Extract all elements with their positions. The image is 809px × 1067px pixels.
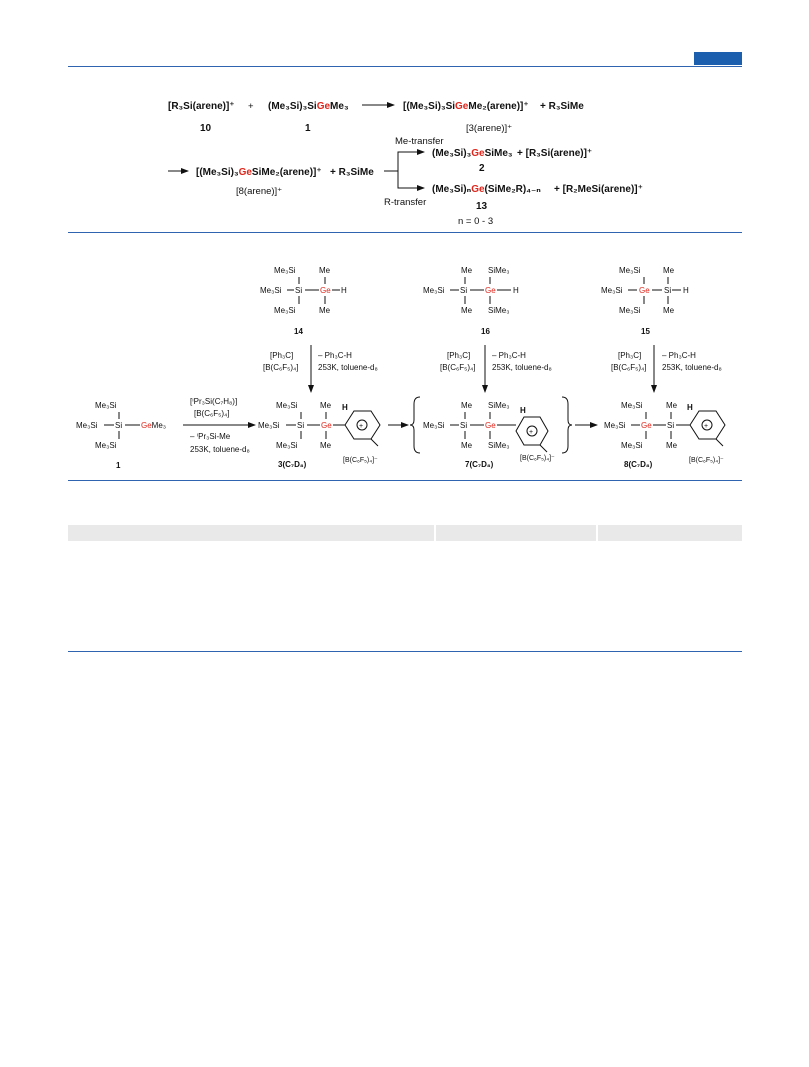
product-13-byproduct: + [R₂MeSi(arene)]⁺	[554, 184, 643, 195]
svg-text:Si: Si	[460, 286, 468, 295]
svg-text:H: H	[683, 286, 689, 295]
svg-text:– ⁱPr₃Si-Me: – ⁱPr₃Si-Me	[190, 432, 231, 441]
svg-text:Si: Si	[295, 286, 303, 295]
svg-text:253K, toluene-d₈: 253K, toluene-d₈	[492, 363, 552, 372]
svg-text:Me₃Si: Me₃Si	[604, 421, 626, 430]
arrow-1-to-3	[183, 397, 255, 454]
r-transfer-label: R-transfer	[384, 197, 427, 208]
svg-text:Me: Me	[320, 401, 332, 410]
svg-text:Si: Si	[460, 421, 468, 430]
svg-text:Me₃Si: Me₃Si	[621, 401, 643, 410]
svg-text:Me: Me	[461, 266, 473, 275]
svg-text:[Ph₃C]: [Ph₃C]	[618, 351, 642, 360]
me-transfer-label: Me-transfer	[395, 136, 444, 147]
intermediate-8-arene: [(Me₃Si)₃GeSiMe₂(arene)]⁺	[196, 167, 322, 178]
svg-text:GeMe₃: GeMe₃	[141, 421, 167, 430]
plus-sign: +	[248, 101, 254, 112]
svg-text:Ge: Ge	[639, 286, 650, 295]
label-1: 1	[305, 123, 311, 134]
svg-text:[Ph₃C]: [Ph₃C]	[270, 351, 294, 360]
svg-text:253K, toluene-d₈: 253K, toluene-d₈	[318, 363, 378, 372]
branch-arrow-me	[384, 152, 424, 171]
svg-text:Me₃Si: Me₃Si	[423, 286, 445, 295]
branch-arrow-r	[398, 171, 424, 188]
svg-text:Me₃Si: Me₃Si	[274, 306, 296, 315]
product-2-byproduct: + [R₃Si(arene)]⁺	[517, 148, 593, 159]
label-1-bottom: 1	[116, 461, 121, 470]
product-13: (Me₃Si)ₙGe(SiMe₂R)₄₋ₙ	[432, 184, 541, 195]
intermediate-7-structure	[410, 397, 572, 469]
label-3-arene: [3(arene)]⁺	[466, 123, 513, 134]
svg-text:Me: Me	[666, 441, 678, 450]
n-range: n = 0 - 3	[458, 216, 494, 227]
svg-text:Me₃Si: Me₃Si	[258, 421, 280, 430]
svg-text:– Ph₃C-H: – Ph₃C-H	[492, 351, 526, 360]
svg-text:Me: Me	[663, 266, 675, 275]
svg-text:Si: Si	[667, 421, 675, 430]
svg-text:Si: Si	[297, 421, 305, 430]
label-3-c7d8: 3(C₇D₈)	[278, 460, 307, 469]
svg-text:[B(C₆F₅)₄]⁻: [B(C₆F₅)₄]⁻	[343, 457, 378, 464]
svg-text:SiMe₃: SiMe₃	[488, 266, 510, 275]
label-10: 10	[200, 123, 212, 134]
svg-text:Me₃Si: Me₃Si	[76, 421, 98, 430]
svg-text:Me₃Si: Me₃Si	[276, 401, 298, 410]
label-15: 15	[641, 327, 650, 336]
svg-text:Me₃Si: Me₃Si	[95, 401, 117, 410]
scheme-1	[168, 101, 643, 227]
svg-text:+: +	[529, 429, 534, 436]
product-3-structure	[258, 401, 380, 469]
svg-text:[B(C₆F₅)₄]: [B(C₆F₅)₄]	[263, 363, 299, 372]
byproduct-r3sime-2: + R₃SiMe	[330, 167, 374, 178]
svg-text:[Ph₃C]: [Ph₃C]	[447, 351, 471, 360]
svg-text:Me: Me	[663, 306, 675, 315]
label-14: 14	[294, 327, 303, 336]
svg-text:SiMe₃: SiMe₃	[488, 441, 510, 450]
label-2: 2	[479, 163, 485, 174]
cation-reactant: [R₃Si(arene)]⁺	[168, 101, 235, 112]
svg-text:SiMe₃: SiMe₃	[488, 401, 510, 410]
svg-text:Me₃Si: Me₃Si	[423, 421, 445, 430]
svg-text:Me: Me	[320, 441, 332, 450]
svg-text:Me₃Si: Me₃Si	[276, 441, 298, 450]
svg-text:Me₃Si: Me₃Si	[619, 306, 641, 315]
svg-text:H: H	[341, 286, 347, 295]
svg-text:Ge: Ge	[321, 421, 332, 430]
svg-text:253K, toluene-d₈: 253K, toluene-d₈	[190, 445, 250, 454]
label-8-arene: [8(arene)]⁺	[236, 186, 283, 197]
product-3-arene: [(Me₃Si)₃SiGeMe₂(arene)]⁺	[403, 101, 529, 112]
byproduct-r3sime-1: + R₃SiMe	[540, 101, 584, 112]
svg-text:– Ph₃C-H: – Ph₃C-H	[318, 351, 352, 360]
svg-text:+: +	[359, 423, 364, 430]
svg-text:Me₃Si: Me₃Si	[601, 286, 623, 295]
svg-text:[B(C₆F₅)₄]⁻: [B(C₆F₅)₄]⁻	[689, 457, 724, 464]
svg-text:H: H	[513, 286, 519, 295]
svg-text:Me: Me	[319, 306, 331, 315]
compound-15-structure	[601, 266, 689, 336]
svg-text:Me: Me	[461, 441, 473, 450]
compound-16-structure	[423, 266, 519, 336]
label-16: 16	[481, 327, 490, 336]
svg-text:H: H	[687, 403, 693, 412]
svg-text:– Ph₃C-H: – Ph₃C-H	[662, 351, 696, 360]
compound-14-structure	[260, 266, 347, 336]
svg-text:Me₃Si: Me₃Si	[619, 266, 641, 275]
svg-text:Me: Me	[461, 306, 473, 315]
svg-text:Si: Si	[664, 286, 672, 295]
svg-text:253K, toluene-d₈: 253K, toluene-d₈	[662, 363, 722, 372]
svg-text:H: H	[342, 403, 348, 412]
product-2: (Me₃Si)₃GeSiMe₃	[432, 148, 513, 159]
svg-text:Si: Si	[115, 421, 123, 430]
label-13: 13	[476, 201, 488, 212]
vertical-reaction-arrows	[263, 345, 722, 392]
label-8-c7d8: 8(C₇D₈)	[624, 460, 653, 469]
svg-text:[B(C₆F₅)₄]⁻: [B(C₆F₅)₄]⁻	[520, 455, 555, 462]
svg-text:[B(C₆F₅)₄]: [B(C₆F₅)₄]	[440, 363, 476, 372]
label-7-c7d8: 7(C₇D₈)	[465, 460, 494, 469]
svg-text:Ge: Ge	[485, 286, 496, 295]
svg-text:[B(C₆F₅)₄]: [B(C₆F₅)₄]	[194, 409, 230, 418]
svg-text:Me₃Si: Me₃Si	[260, 286, 282, 295]
svg-text:[ⁱPr₃Si(C₇H₈)]: [ⁱPr₃Si(C₇H₈)]	[190, 397, 238, 406]
germane-1: (Me₃Si)₃SiGeMe₃	[268, 101, 349, 112]
svg-text:H: H	[520, 406, 526, 415]
svg-text:[B(C₆F₅)₄]: [B(C₆F₅)₄]	[611, 363, 647, 372]
svg-text:Me: Me	[666, 401, 678, 410]
svg-text:SiMe₃: SiMe₃	[488, 306, 510, 315]
svg-text:Me₃Si: Me₃Si	[95, 441, 117, 450]
svg-text:Ge: Ge	[485, 421, 496, 430]
svg-text:Ge: Ge	[641, 421, 652, 430]
svg-text:+: +	[704, 423, 709, 430]
svg-text:Ge: Ge	[320, 286, 331, 295]
svg-text:Me: Me	[461, 401, 473, 410]
svg-text:Me₃Si: Me₃Si	[274, 266, 296, 275]
product-8-structure	[604, 401, 725, 469]
compound-1-structure	[76, 401, 166, 470]
svg-text:Me: Me	[319, 266, 331, 275]
svg-text:Me₃Si: Me₃Si	[621, 441, 643, 450]
